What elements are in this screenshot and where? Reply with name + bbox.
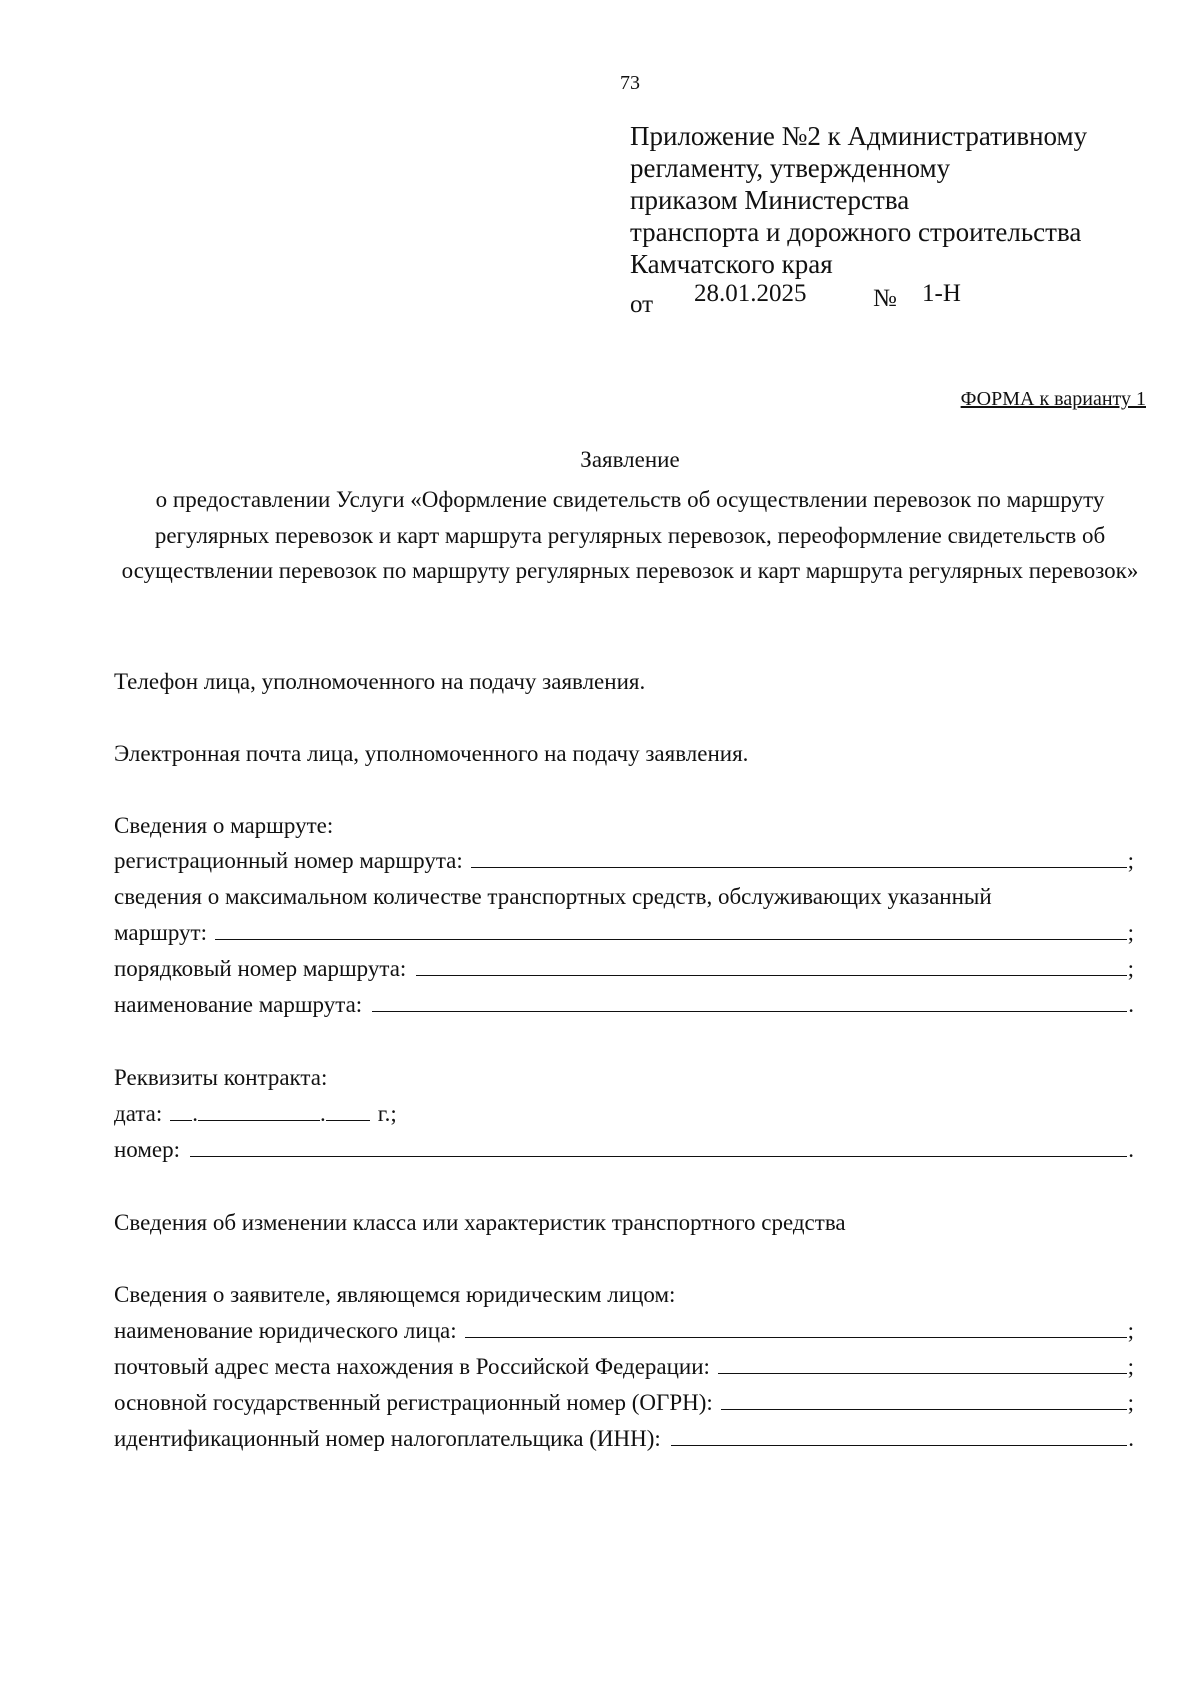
contract-date-field — [114, 1101, 397, 1127]
route-heading: Сведения о маршруте: — [114, 813, 334, 838]
contract-date-suffix: г.; — [377, 1101, 397, 1126]
legal-entity-name-label: наименование юридического лица: — [114, 1318, 457, 1343]
ogrn-field — [114, 1390, 1134, 1416]
ogrn-label: основной государственный регистрационный номер (ОГРН): — [114, 1390, 713, 1415]
max-vehicles-label-2: маршрут: — [114, 920, 207, 945]
max-vehicles-label: сведения о максимальном количестве транспортных средств, обслуживающих указанный — [114, 884, 992, 909]
period: . — [1128, 1426, 1134, 1451]
appendix-header — [630, 120, 1087, 280]
contract-heading: Реквизиты контракта: — [114, 1065, 328, 1090]
route-name-label: наименование маршрута: — [114, 992, 363, 1017]
postal-address-label: почтовый адрес места нахождения в Российской Федерации: — [114, 1354, 710, 1379]
contract-number-field — [114, 1137, 1134, 1163]
document-subtitle: о предоставлении Услуги «Оформление свидетельств об осуществлении перевозок по маршруту регулярных перевозок и карт маршрута регулярных перевозок, переоформление свидетельств об осуществлении перевозок по маршруту регулярных перевозок и карт маршрута регулярных перевозок» — [121, 487, 1139, 583]
appendix-line: регламенту, утвержденному — [630, 153, 951, 183]
postal-address-field — [114, 1354, 1134, 1380]
contract-year-input[interactable] — [326, 1102, 370, 1121]
route-reg-number-label: регистрационный номер маршрута: — [114, 848, 463, 873]
inn-input[interactable] — [671, 1427, 1127, 1446]
number-sign: № — [873, 285, 897, 312]
semicolon: ; — [1127, 920, 1134, 945]
contract-month-input[interactable] — [198, 1102, 320, 1121]
period: . — [1128, 1137, 1134, 1162]
ogrn-input[interactable] — [721, 1391, 1127, 1410]
order-date: 28.01.2025 — [694, 280, 807, 307]
vehicle-change-line: Сведения об изменении класса или характеристик транспортного средства — [114, 1210, 846, 1235]
contract-date-label: дата: — [114, 1101, 163, 1126]
semicolon: ; — [1127, 1318, 1134, 1343]
date-separator: . — [320, 1101, 326, 1126]
postal-address-input[interactable] — [718, 1355, 1127, 1374]
legal-entity-name-input[interactable] — [465, 1319, 1127, 1338]
route-name-field — [114, 992, 1134, 1018]
semicolon: ; — [1127, 1390, 1134, 1415]
semicolon: ; — [1127, 1354, 1134, 1379]
contract-day-input[interactable] — [170, 1102, 192, 1121]
appendix-date-row — [630, 280, 1030, 320]
route-serial-number-label: порядковый номер маршрута: — [114, 956, 407, 981]
date-prefix: от — [630, 291, 654, 318]
appendix-line: Камчатского края — [630, 249, 833, 279]
max-vehicles-input[interactable] — [215, 921, 1127, 940]
route-reg-number-input[interactable] — [471, 849, 1127, 868]
route-serial-number-field — [114, 956, 1134, 982]
route-serial-number-input[interactable] — [416, 957, 1126, 976]
phone-line: Телефон лица, уполномоченного на подачу заявления. — [114, 669, 646, 694]
page-number: 73 — [620, 72, 640, 94]
contract-number-input[interactable] — [190, 1138, 1127, 1157]
inn-label: идентификационный номер налогоплательщика (ИНН): — [114, 1426, 661, 1451]
appendix-line: транспорта и дорожного строительства — [630, 217, 1082, 247]
semicolon: ; — [1127, 848, 1134, 873]
appendix-line: Приложение №2 к Административному — [630, 121, 1088, 151]
period: . — [1128, 992, 1134, 1017]
form-reference: ФОРМА к варианту 1 — [960, 388, 1146, 410]
appendix-line: приказом Министерства — [630, 185, 910, 215]
applicant-heading: Сведения о заявителе, являющемся юридическим лицом: — [114, 1282, 676, 1307]
legal-entity-name-field — [114, 1318, 1134, 1344]
contract-number-label: номер: — [114, 1137, 181, 1162]
inn-field — [114, 1426, 1134, 1452]
order-number: 1-Н — [922, 280, 961, 307]
max-vehicles-field — [114, 920, 1134, 946]
semicolon: ; — [1127, 956, 1134, 981]
route-name-input[interactable] — [372, 993, 1127, 1012]
document-title: Заявление — [580, 447, 680, 472]
date-separator: . — [192, 1101, 198, 1126]
email-line: Электронная почта лица, уполномоченного на подачу заявления. — [114, 741, 749, 766]
route-reg-number-field — [114, 848, 1134, 874]
